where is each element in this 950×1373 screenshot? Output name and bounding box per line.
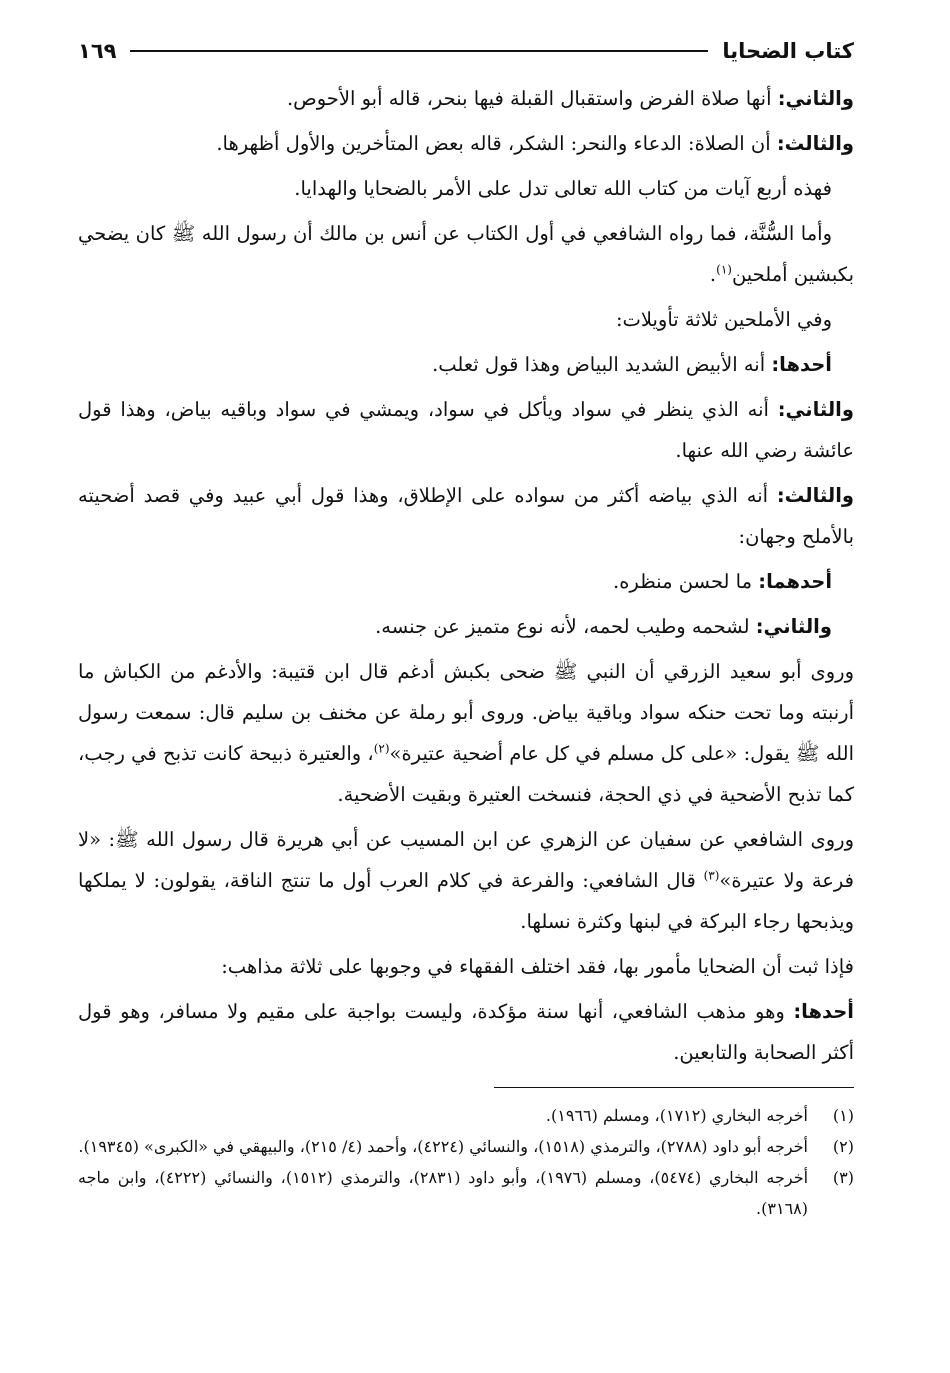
footnotes: [78, 1100, 854, 1224]
paragraph-text: فإذا ثبت أن الضحايا مأمور بها، فقد اختلف الفقهاء في وجوبها على ثلاثة مذاهب:: [221, 955, 854, 978]
paragraph-lead: أحدهما:: [758, 570, 832, 593]
page-header: [78, 34, 854, 68]
footnote: [78, 1131, 854, 1162]
running-title: كتاب الضحايا: [722, 39, 854, 63]
paragraph: [78, 606, 854, 647]
paragraph-text: وروى أبو سعيد الزرقي أن النبي ﷺ ضحى بكبش أدغم قال ابن قتيبة: والأدغم من الكباش ما أرنبته وما تحت حنكه سواد وباقية بياض. وروى أبو رملة عن مخنف بن سليم قال: سمعت رسول الله ﷺ يقول: «على كل مسلم في كل عام أضحية عتيرة»: [78, 660, 854, 765]
paragraph-lead: والثاني:: [755, 615, 832, 638]
footnote-separator: [494, 1087, 854, 1088]
paragraph-lead: والثاني:: [777, 398, 854, 421]
paragraph-lead: والثالث:: [776, 484, 854, 507]
paragraph-text: أنها صلاة الفرض واستقبال القبلة فيها بنحر، قاله أبو الأحوص.: [286, 87, 778, 110]
paragraph-lead: أحدها:: [771, 353, 832, 376]
paragraph-text: فهذه أربع آيات من كتاب الله تعالى تدل على الأمر بالضحايا والهدايا.: [294, 177, 832, 200]
paragraph-text: وهو مذهب الشافعي، أنها سنة مؤكدة، وليست بواجبة على مقيم ولا مسافر، وهو قول أكثر الصحابة والتابعين.: [78, 1000, 854, 1064]
paragraph: [78, 389, 854, 471]
paragraph-text-after: ، والعتيرة ذبيحة كانت تذبح في رجب، كما تذبح الأضحية في ذي الحجة، فنسخت العتيرة وبقيت الأضحية.: [78, 742, 854, 806]
paragraph: [78, 168, 854, 209]
paragraph: [78, 78, 854, 119]
paragraph-text-after: قال الشافعي: والفرعة في كلام العرب أول ما تنتج الناقة، يقولون: لا يملكها ويذبحها رجاء البركة في لبنها وكثرة نسلها.: [78, 869, 854, 933]
paragraph-text: وروى الشافعي عن سفيان عن الزهري عن ابن المسيب عن أبي هريرة قال رسول الله ﷺ: «لا فرعة ولا عتيرة»: [78, 828, 855, 892]
book-page: [78, 34, 854, 1224]
main-text: [78, 78, 854, 1073]
paragraph: [78, 946, 854, 987]
paragraph-lead: والثاني:: [777, 87, 854, 110]
paragraph-lead: والثالث:: [776, 132, 854, 155]
footnote: [78, 1162, 854, 1224]
paragraph: [78, 561, 854, 602]
paragraph: [78, 991, 854, 1073]
paragraph: [78, 475, 854, 557]
footnote: [78, 1100, 854, 1131]
footnote-ref[interactable]: (٣): [703, 868, 720, 883]
paragraph-text: لشحمه وطيب لحمه، لأنه نوع متميز عن جنسه.: [375, 615, 756, 638]
paragraph-text: أنه الذي بياضه أكثر من سواده على الإطلاق، وهذا قول أبي عبيد وفي قصد أضحيته بالأملح وجهان:: [78, 484, 854, 548]
paragraph-text: وفي الأملحين ثلاثة تأويلات:: [615, 308, 832, 331]
footnote-ref[interactable]: (١): [716, 262, 732, 277]
paragraph: [78, 213, 854, 295]
page-number: ١٦٩: [78, 39, 117, 63]
header-rule: [130, 50, 708, 52]
paragraph: [78, 123, 854, 164]
paragraph-text: ما لحسن منظره.: [613, 570, 759, 593]
paragraph-lead: أحدها:: [793, 1000, 854, 1023]
paragraph-text: وأما السُّنَّة، فما رواه الشافعي في أول الكتاب عن أنس بن مالك أن رسول الله ﷺ كان يضحي بكبشين أملحين: [78, 222, 854, 286]
paragraph: [78, 344, 854, 385]
paragraph-text: أنه الأبيض الشديد البياض وهذا قول ثعلب.: [432, 353, 772, 376]
paragraph-text: أن الصلاة: الدعاء والنحر: الشكر، قاله بعض المتأخرين والأول أظهرها.: [216, 132, 777, 155]
footnote-text: أخرجه أبو داود (٢٧٨٨)، والترمذي (١٥١٨)، والنسائي (٤٢٢٤)، وأحمد (٤/ ٢١٥)، والبيهقي في «الكبرى» (١٩٣٤٥).: [78, 1137, 808, 1156]
paragraph: [78, 299, 854, 340]
footnote-number: (٢): [832, 1137, 854, 1156]
paragraph: [78, 819, 854, 942]
footnote-number: (١): [832, 1106, 854, 1125]
paragraph: [78, 651, 854, 815]
footnote-ref[interactable]: (٢): [373, 741, 390, 756]
footnote-text: أخرجه البخاري (١٧١٢)، ومسلم (١٩٦٦).: [545, 1106, 808, 1125]
footnote-number: (٣): [832, 1168, 854, 1187]
paragraph-text: أنه الذي ينظر في سواد ويأكل في سواد، ويمشي في سواد وباقيه بياض، وهذا قول عائشة رضي الله عنها.: [78, 398, 854, 462]
footnote-text: أخرجه البخاري (٥٤٧٤)، ومسلم (١٩٧٦)، وأبو داود (٢٨٣١)، والترمذي (١٥١٢)، والنسائي (٤٢٢٢)، وابن ماجه (٣١٦٨).: [78, 1168, 809, 1218]
paragraph-text-after: .: [709, 263, 717, 286]
